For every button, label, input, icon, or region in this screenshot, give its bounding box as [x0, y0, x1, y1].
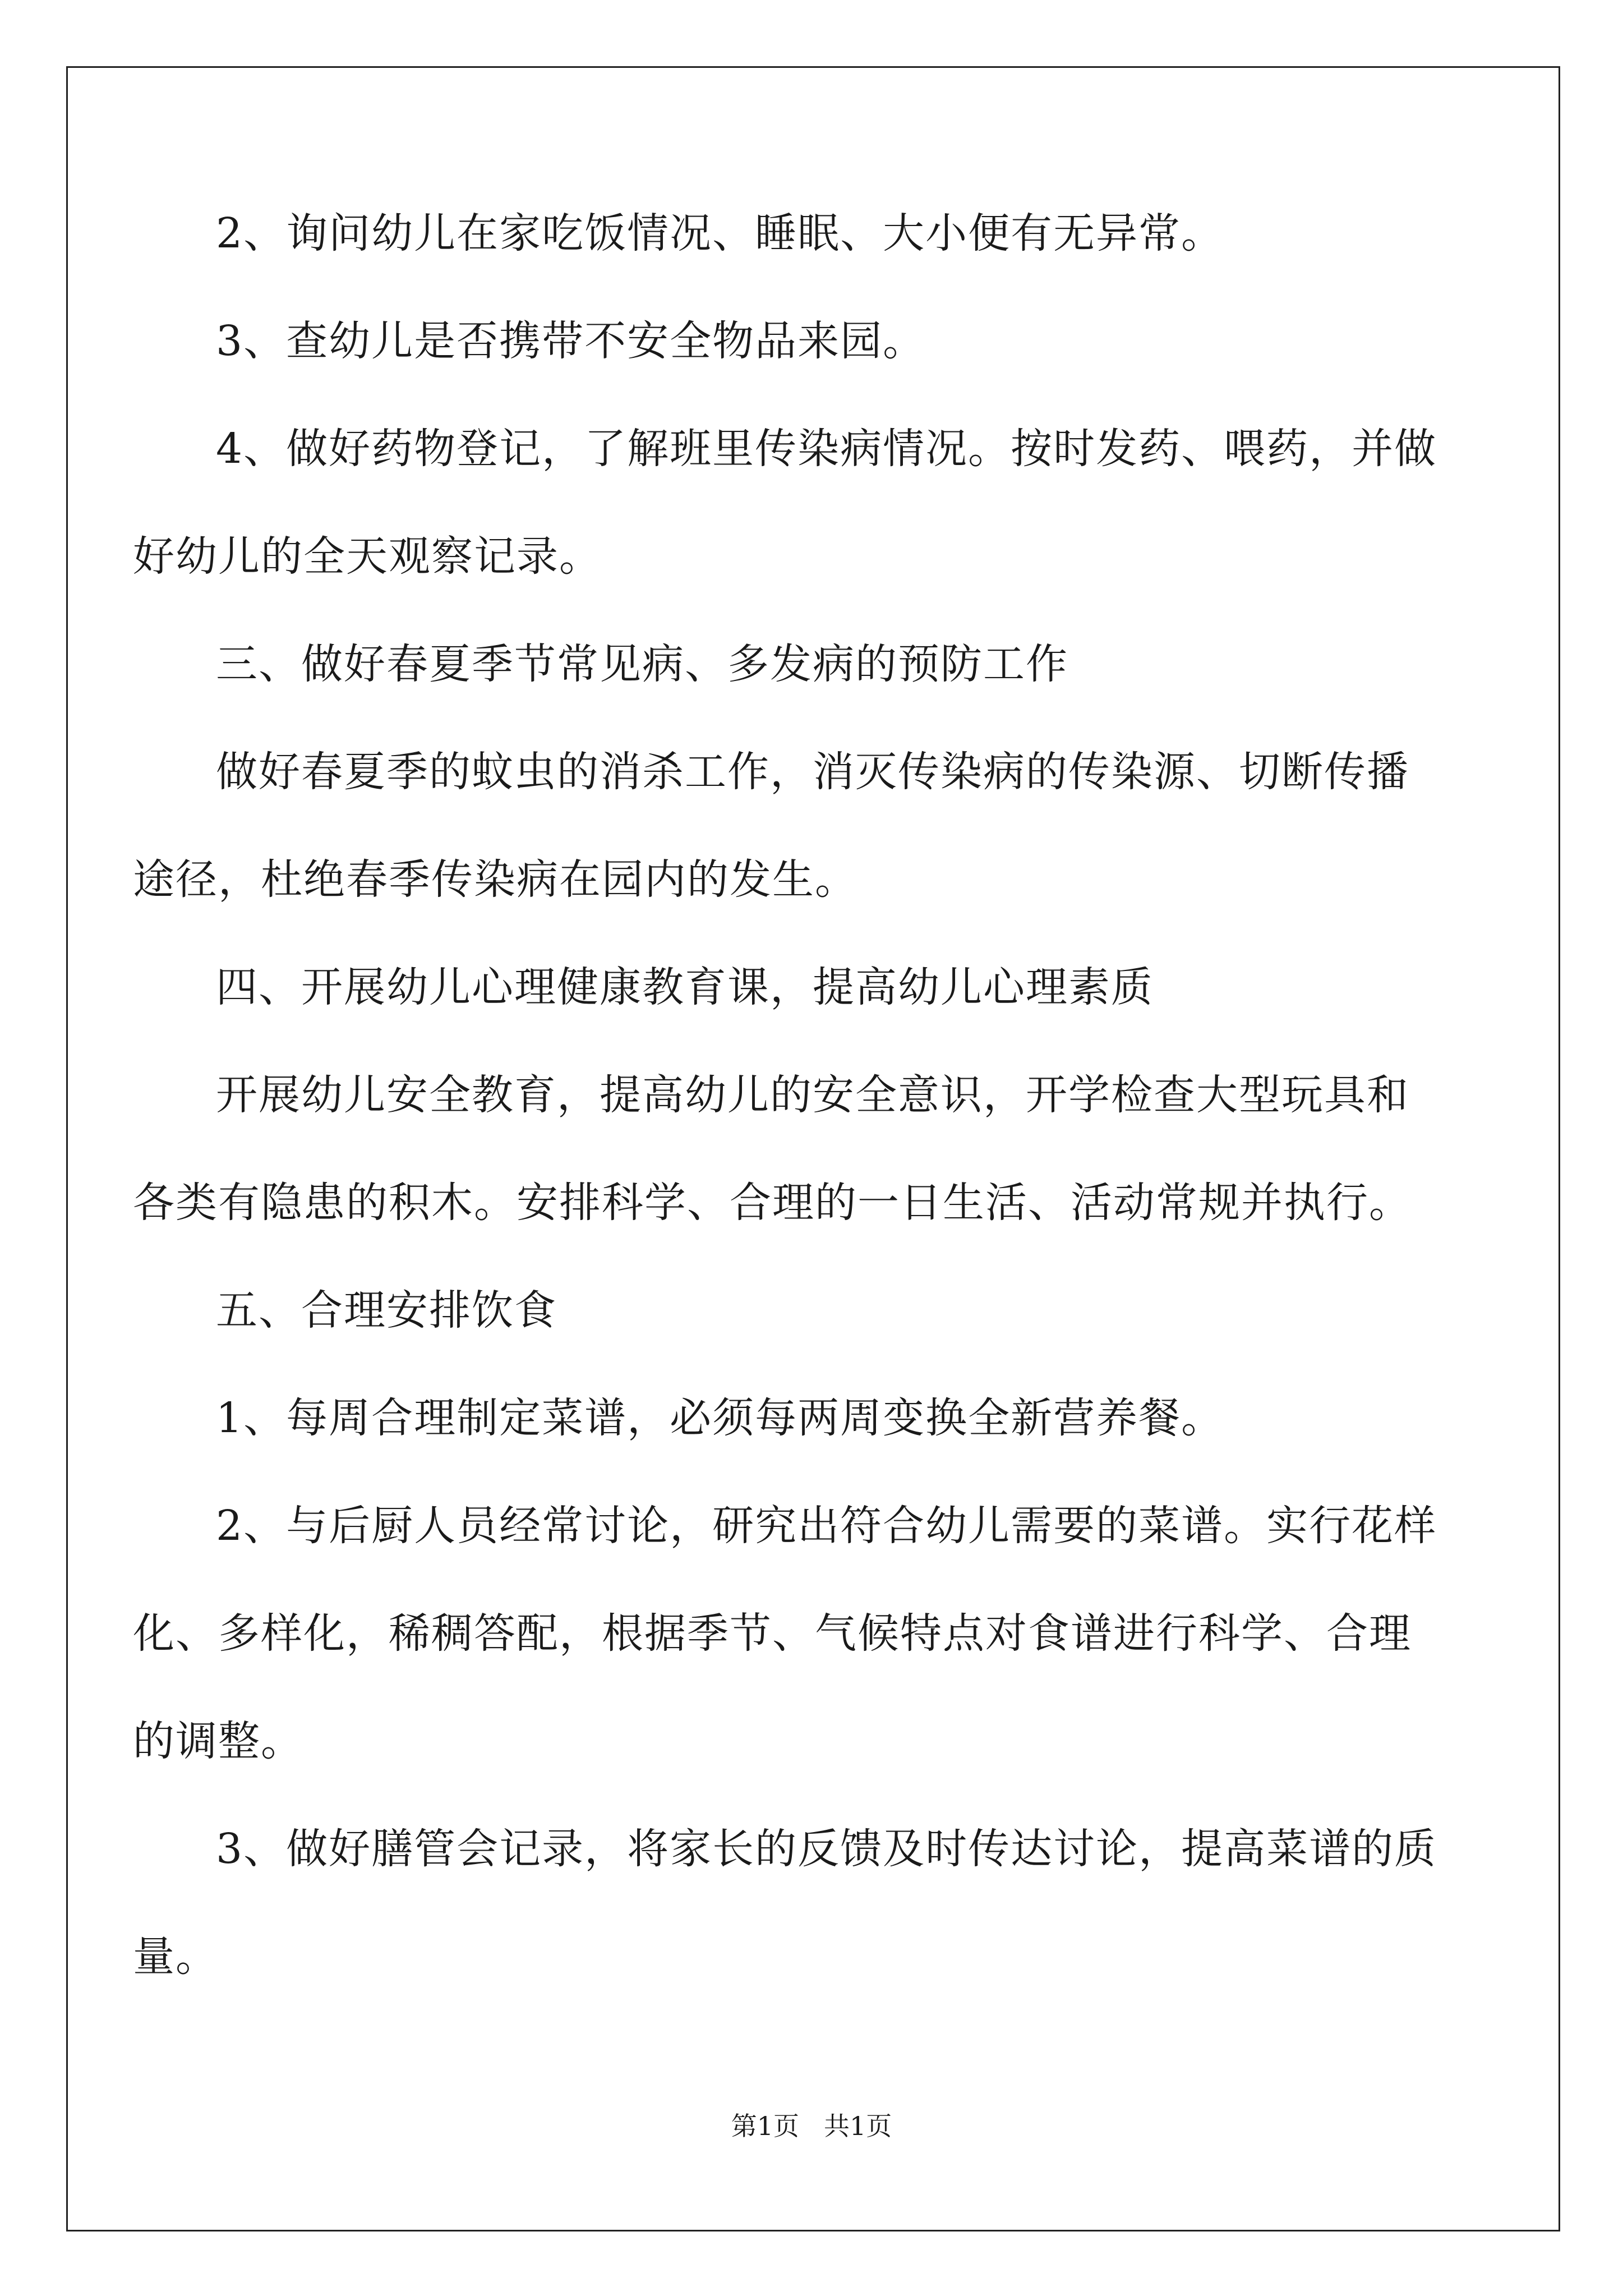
section-heading: 三、做好春夏季节常见病、多发病的预防工作 — [216, 640, 1068, 688]
paragraph: 4、做好药物登记，了解班里传染病情况。按时发药、喂药，并做好幼儿的全天观察记录。 — [133, 425, 1437, 581]
section-heading: 五、合理安排饮食 — [216, 1286, 557, 1335]
section-heading: 四、开展幼儿心理健康教育课，提高幼儿心理素质 — [216, 963, 1154, 1011]
page-total: 共1页 — [823, 2111, 892, 2141]
paragraph: 2、询问幼儿在家吃饭情况、睡眠、大小便有无异常。 — [216, 209, 1224, 257]
paragraph: 1、每周合理制定菜谱，必须每两周变换全新营养餐。 — [216, 1394, 1224, 1442]
paragraph: 开展幼儿安全教育，提高幼儿的安全意识，开学检查大型玩具和各类有隐患的积木。安排科学、合理的一日生活、活动常规并执行。 — [133, 1071, 1412, 1227]
paragraph: 2、与后厨人员经常讨论，研究出符合幼儿需要的菜谱。实行花样化、多样化，稀稠答配，根据季节、气候特点对食谱进行科学、合理的调整。 — [133, 1502, 1437, 1765]
paragraph: 3、做好膳管会记录，将家长的反馈及时传达讨论，提高菜谱的质量。 — [133, 1825, 1437, 1981]
paragraph: 3、查幼儿是否携带不安全物品来园。 — [216, 317, 926, 365]
page-number: 第1页 — [731, 2111, 800, 2141]
page-footer — [0, 2109, 1623, 2143]
paragraph: 做好春夏季的蚊虫的消杀工作，消灭传染病的传染源、切断传播途径，杜绝春季传染病在园内的发生。 — [133, 748, 1409, 904]
document-body — [133, 180, 1440, 2010]
